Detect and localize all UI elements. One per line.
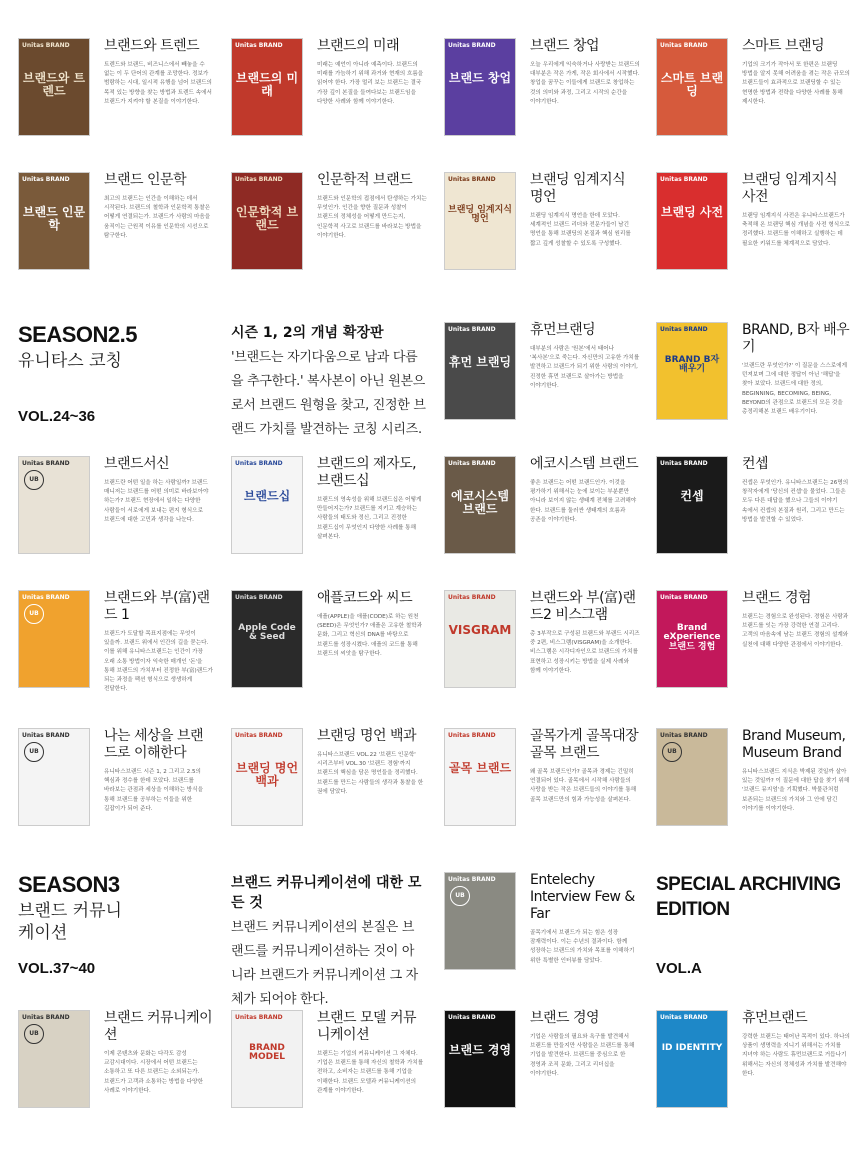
book-card[interactable] bbox=[231, 172, 431, 302]
book-info bbox=[317, 456, 427, 542]
book-title[interactable]: 브랜드와 트렌드 bbox=[104, 38, 200, 54]
book-info bbox=[742, 456, 852, 525]
book-cover[interactable] bbox=[444, 728, 516, 826]
cover-title: 휴먼 브랜딩 bbox=[448, 355, 512, 369]
book-description: 미래는 예언이 아니라 예측이다. 브랜드의 미래를 가늠하기 위해 과거와 현재의 흐름을 읽어야 한다. 가장 멀리 보는 브랜드는 결국 가장 깊이 본질을 들여다보는 브랜드임을 다양한 사례와 함께 이야기한다. bbox=[317, 62, 424, 105]
book-title[interactable]: BRAND, B자 배우기 bbox=[742, 322, 850, 355]
cover-title: 브랜딩 사전 bbox=[660, 205, 724, 219]
book-title[interactable]: 브랜드 창업 bbox=[530, 38, 600, 54]
book-description: 기업은 사람들의 필요와 욕구를 발견해서 브랜드를 만들지만 사람들은 브랜드를 통해 기업을 발견한다. 브랜드를 중심으로 한 경영과 조직 문화, 그리고 리더십을 이야기한다. bbox=[530, 1034, 635, 1077]
ub-logo-icon: UB bbox=[24, 470, 44, 490]
book-info bbox=[317, 38, 427, 107]
book-card[interactable] bbox=[444, 872, 644, 1002]
book-card[interactable] bbox=[231, 590, 431, 720]
cover-brand-label: Unitas BRAND bbox=[22, 594, 70, 601]
concept-heading: 브랜드 커뮤니케이션에 대한 모든 것 bbox=[231, 875, 422, 911]
special-title: SPECIAL ARCHIVING EDITION bbox=[656, 874, 841, 920]
cover-title: 브랜드 인문학 bbox=[22, 205, 86, 232]
cover-brand-label: Unitas BRAND bbox=[448, 326, 496, 333]
cover-brand-label: Unitas BRAND bbox=[660, 42, 708, 49]
book-info bbox=[530, 38, 640, 107]
book-title[interactable]: 휴먼브랜드 bbox=[742, 1010, 808, 1026]
book-cover[interactable] bbox=[231, 456, 303, 554]
special-volume: VOL.A bbox=[656, 960, 702, 977]
cover-brand-label: Unitas BRAND bbox=[22, 176, 70, 183]
cover-title: 컨셉 bbox=[680, 489, 704, 503]
book-title[interactable]: 브랜드의 제자도, 브랜드십 bbox=[317, 456, 417, 489]
book-description: 브랜딩 임계지식 명언을 한데 모았다. 세계적인 브랜드 리더와 전문가들이 남긴 명언을 통해 브랜딩의 본질과 핵심 원리를 짧고 깊게 성찰할 수 있도록 구성했다. bbox=[530, 213, 631, 247]
book-cover[interactable] bbox=[656, 1010, 728, 1108]
cover-brand-label: Unitas BRAND bbox=[22, 1014, 70, 1021]
cover-brand-label: Unitas BRAND bbox=[235, 460, 283, 467]
season-title: SEASON3 bbox=[18, 872, 120, 897]
book-card[interactable] bbox=[444, 728, 644, 858]
book-card[interactable] bbox=[656, 1010, 856, 1140]
book-info bbox=[317, 1010, 427, 1096]
book-info bbox=[317, 172, 427, 241]
book-cover[interactable] bbox=[231, 1010, 303, 1108]
book-description: '브랜드란 무엇인가?' 이 질문을 스스로에게 던져보며 그에 대한 정답이 아닌 '해답'을 찾아 보았다. 브랜드에 대한 정의, BEGINNING, BECOMING, BEING, BEYOND의 관점으로 브랜드의 모든 것을 총정리해본 브랜드 배우기이다. bbox=[742, 363, 848, 416]
book-title[interactable]: Brand Museum, Museum Brand bbox=[742, 728, 846, 761]
cover-brand-label: Unitas BRAND bbox=[660, 460, 708, 467]
book-description: 이제 콘텐츠와 문화는 다각도 감성 교감시대이다. 시장에서 어떤 브랜드는 소통하고 또 다른 브랜드는 소외되는가. 브랜드가 고객과 소통하는 방법을 다양한 사례로 이야기한다. bbox=[104, 1051, 203, 1094]
cover-brand-label: Unitas BRAND bbox=[660, 326, 708, 333]
book-title[interactable]: 브랜드 인문학 bbox=[104, 172, 187, 188]
book-info bbox=[530, 728, 640, 805]
cover-brand-label: Unitas BRAND bbox=[235, 176, 283, 183]
book-description: 기업의 크기가 작아서 또 한편은 브랜딩 방법을 알지 못해 어려움을 겪는 작은 규모의 브랜드들이 효과적으로 브랜딩할 수 있는 현명한 방법과 전략을 다양한 사례를 통해 제시한다. bbox=[742, 62, 850, 105]
book-description: 브랜드가 도달할 목표지점에는 무엇이 있을까. 브랜드 위에서 인간의 길을 묻는다. 이를 위해 유니타스브랜드는 인간이 가장 오래 소통 방법이자 익숙한 매개인 '돈'을 통해 브랜드의 가치부터 진정한 부(富)랜드가 되는 과정을 팩션 형식으로 생생하게 전달한다. bbox=[104, 631, 213, 693]
book-card[interactable] bbox=[656, 322, 856, 452]
book-title[interactable]: 브랜딩 임계지식 명언 bbox=[530, 172, 626, 205]
cover-title: BRAND MODEL bbox=[249, 1043, 285, 1063]
cover-title: 브랜딩 명언 백과 bbox=[235, 761, 299, 788]
book-description: 총 3부작으로 구성된 브랜드와 부랜드 시리즈 중 2편, 비스그램(VISGRAM)을 소개한다. 비스그램은 시각디자인으로 브랜드의 가치를 표현하고 성장시키는 방법을 실제 사례와 함께 이야기한다. bbox=[530, 631, 640, 674]
book-title[interactable]: 나는 세상을 브랜드로 이해한다 bbox=[104, 728, 204, 761]
cover-title: Brand eXperience 브랜드 경험 bbox=[663, 623, 721, 652]
cover-brand-label: Unitas BRAND bbox=[448, 42, 496, 49]
book-title[interactable]: 골목가게 골목대장 골목 브랜드 bbox=[530, 728, 639, 761]
book-card[interactable] bbox=[18, 456, 218, 586]
book-info bbox=[104, 456, 214, 525]
cover-title: 브랜드십 bbox=[243, 489, 291, 503]
book-card[interactable] bbox=[231, 38, 431, 168]
book-cover[interactable] bbox=[656, 322, 728, 420]
ub-logo-icon: UB bbox=[24, 742, 44, 762]
book-cover[interactable] bbox=[444, 590, 516, 688]
book-description: 브랜드는 기업의 커뮤니케이션 그 자체다. 기업은 브랜드를 통해 자신의 철학과 가치를 전하고, 소비자는 브랜드를 통해 기업을 이해한다. 브랜드 모델과 커뮤니케이션의 관계를 이야기한다. bbox=[317, 1051, 424, 1094]
book-title[interactable]: 애플코드와 씨드 bbox=[317, 590, 413, 606]
book-cover[interactable] bbox=[444, 872, 516, 970]
book-description: 왜 골목 브랜드인가? 골목과 경제는 긴밀히 연결되어 있다. 골목에서 시작해 사람들의 사랑을 받는 작은 브랜드들의 이야기를 통해 골목 브랜드만의 힘과 가능성을 살펴본다. bbox=[530, 769, 637, 803]
book-card[interactable] bbox=[18, 1010, 218, 1140]
book-card[interactable] bbox=[444, 1010, 644, 1140]
cover-brand-label: Unitas BRAND bbox=[22, 460, 70, 467]
book-cover[interactable] bbox=[18, 590, 90, 688]
book-card[interactable] bbox=[444, 322, 644, 452]
book-card[interactable] bbox=[656, 590, 856, 720]
cover-title: 브랜딩 임계지식 명언 bbox=[448, 205, 512, 225]
ub-logo-icon: UB bbox=[662, 742, 682, 762]
season-2-5-label bbox=[18, 322, 208, 432]
book-cover[interactable] bbox=[18, 728, 90, 826]
book-description: 브랜드란 어떤 일을 하는 사람일까? 브랜드 매니저는 브랜드를 어떤 의미로 바라보아야 하는가? 브랜드 현장에서 일하는 다양한 사람들이 서로에게 보내는 편지 형식으로 브랜드에 대한 고민과 생각을 나눈다. bbox=[104, 480, 209, 523]
book-info bbox=[742, 322, 852, 417]
cover-title: VISGRAM bbox=[448, 623, 512, 637]
book-cover[interactable] bbox=[444, 38, 516, 136]
book-title[interactable]: 브랜드의 미래 bbox=[317, 38, 400, 54]
cover-title: 브랜드 경영 bbox=[448, 1043, 512, 1057]
cover-brand-label: Unitas BRAND bbox=[448, 1014, 496, 1021]
book-description: 브랜드는 경험으로 완성된다. 경험은 사람과 브랜드를 잇는 가장 강력한 연결 고리다. 고객의 마음속에 남는 브랜드 경험의 설계와 실천에 대해 다양한 관점에서 이야기한다. bbox=[742, 614, 849, 648]
book-title[interactable]: 브랜드 모델 커뮤니케이션 bbox=[317, 1010, 417, 1043]
book-cover[interactable] bbox=[444, 172, 516, 270]
book-card[interactable] bbox=[656, 728, 856, 858]
book-info bbox=[104, 1010, 214, 1096]
cover-brand-label: Unitas BRAND bbox=[448, 876, 496, 883]
special-edition-label bbox=[656, 872, 856, 982]
cover-title: ID IDENTITY bbox=[661, 1043, 723, 1053]
season-subtitle: 브랜드 커뮤니케이션 bbox=[18, 901, 122, 943]
book-description: 유니타스브랜드 VOL.22 '브랜드 인문학' 시리즈부터 VOL.30 '브랜드 경험'까지 브랜드의 핵심을 담은 명언들을 정리했다. 브랜드를 만드는 사람들의 생각과 통찰을 한 권에 담았다. bbox=[317, 752, 424, 795]
book-info bbox=[104, 172, 214, 241]
book-info bbox=[104, 728, 214, 814]
book-cover[interactable] bbox=[656, 456, 728, 554]
book-description: 컨셉은 무엇인가. 유니타스브랜드는 26명의 창작자에게 '당신의 컨셉'을 물었다. 그들은 모두 다른 대답을 했으나 그들의 이야기 속에서 컨셉의 본질과 원리, 그리고 만드는 방법을 발견할 수 있었다. bbox=[742, 480, 849, 523]
book-info bbox=[742, 590, 852, 650]
book-card[interactable] bbox=[231, 728, 431, 858]
book-cover[interactable] bbox=[18, 1010, 90, 1108]
cover-brand-label: Unitas BRAND bbox=[235, 594, 283, 601]
book-card[interactable] bbox=[444, 456, 644, 586]
book-title[interactable]: 브랜드 경험 bbox=[742, 590, 812, 606]
book-cover[interactable] bbox=[231, 38, 303, 136]
ub-logo-icon: UB bbox=[24, 1024, 44, 1044]
book-title[interactable]: 에코시스템 브랜드 bbox=[530, 456, 639, 472]
book-title[interactable]: 브랜드와 부(富)랜드2 비스그램 bbox=[530, 590, 636, 623]
cover-brand-label: Unitas BRAND bbox=[660, 176, 708, 183]
concept-body: 브랜드 커뮤니케이션의 본질은 브랜드를 커뮤니케이션하는 것이 아니라 브랜드가 커뮤니케이션 그 자체가 되어야 한다. bbox=[231, 920, 418, 1007]
ub-logo-icon: UB bbox=[450, 886, 470, 906]
book-cover[interactable] bbox=[18, 172, 90, 270]
book-cover[interactable] bbox=[656, 590, 728, 688]
book-card[interactable] bbox=[231, 456, 431, 586]
book-title[interactable]: 컨셉 bbox=[742, 456, 769, 472]
book-title[interactable]: 스마트 브랜딩 bbox=[742, 38, 825, 54]
book-card[interactable] bbox=[656, 38, 856, 168]
book-info bbox=[742, 728, 852, 814]
book-info bbox=[530, 1010, 640, 1079]
cover-brand-label: Unitas BRAND bbox=[660, 1014, 708, 1021]
cover-brand-label: Unitas BRAND bbox=[448, 460, 496, 467]
cover-title: 브랜드와 트렌드 bbox=[22, 71, 86, 98]
book-cover[interactable] bbox=[656, 38, 728, 136]
cover-title: Apple Code & Seed bbox=[238, 623, 296, 643]
book-card[interactable] bbox=[18, 38, 218, 168]
book-title[interactable]: 브랜딩 명언 백과 bbox=[317, 728, 417, 744]
book-card[interactable] bbox=[656, 456, 856, 586]
book-cover[interactable] bbox=[18, 456, 90, 554]
book-description: 강력한 브랜드는 태어난 목적이 있다. 하나의 상품이 생명력을 지니기 위해서는 가치를 지녀야 하는 사람도 휴먼브랜드로 거듭나기 위해서는 자신의 정체성과 가치를 발견해야 한다. bbox=[742, 1034, 850, 1077]
book-cover[interactable] bbox=[444, 322, 516, 420]
book-info bbox=[742, 172, 852, 249]
season-3-concept bbox=[231, 872, 426, 1012]
concept-body: '브랜드는 자기다움으로 남과 다름을 추구한다.' 복사본이 아닌 원본으로서 브랜드 원형을 찾고, 진정한 브랜드 가치를 발견하는 코칭 시리즈. bbox=[231, 350, 426, 437]
book-cover[interactable] bbox=[231, 172, 303, 270]
book-description: 유니타스브랜드 지식은 박제된 것일까 살아 있는 것일까? 이 질문에 대한 답을 찾기 위해 '브랜드 뮤지엄'을 기획했다. 박물관처럼 보존되는 브랜드의 가치와 그 안에 담긴 이야기를 이야기한다. bbox=[742, 769, 850, 812]
book-title[interactable]: 브랜딩 임계지식 사전 bbox=[742, 172, 838, 205]
season-volume-range: VOL.37~40 bbox=[18, 960, 96, 977]
cover-brand-label: Unitas BRAND bbox=[235, 732, 283, 739]
book-info bbox=[530, 322, 640, 391]
book-title[interactable]: 브랜드 커뮤니케이션 bbox=[104, 1010, 213, 1043]
cover-brand-label: Unitas BRAND bbox=[22, 732, 70, 739]
season-3-label bbox=[18, 872, 208, 982]
season-title: SEASON2.5 bbox=[18, 322, 137, 347]
book-card[interactable] bbox=[444, 172, 644, 302]
cover-title: 브랜드의 미래 bbox=[235, 71, 299, 98]
book-cover[interactable] bbox=[18, 38, 90, 136]
cover-brand-label: Unitas BRAND bbox=[448, 176, 496, 183]
book-title[interactable]: 브랜드와 부(富)랜드 1 bbox=[104, 590, 210, 623]
cover-brand-label: Unitas BRAND bbox=[22, 42, 70, 49]
cover-brand-label: Unitas BRAND bbox=[235, 42, 283, 49]
book-cover[interactable] bbox=[231, 728, 303, 826]
book-description: 최고의 브랜드는 인간을 이해하는 데서 시작된다. 브랜드의 철학과 인문학적 통찰은 어떻게 연결되는가. 브랜드가 사람의 마음을 움직이는 근원적 이유를 인문학의 시선으로 탐구한다. bbox=[104, 196, 211, 239]
book-cover[interactable] bbox=[231, 590, 303, 688]
book-description: 브랜드의 영속성을 위해 브랜드십은 어떻게 만들어지는가? 브랜드를 지키고 계승하는 사람들의 태도와 정신, 그리고 진정한 브랜드십이 무엇인지 다양한 사례를 통해 살펴본다. bbox=[317, 497, 422, 540]
book-card[interactable] bbox=[231, 1010, 431, 1140]
book-card[interactable] bbox=[444, 590, 644, 720]
book-cover[interactable] bbox=[444, 456, 516, 554]
season-volume-range: VOL.24~36 bbox=[18, 408, 96, 425]
book-info bbox=[530, 590, 640, 676]
book-info bbox=[104, 38, 214, 107]
book-title[interactable]: 브랜드 경영 bbox=[530, 1010, 600, 1026]
cover-title: 인문학적 브랜드 bbox=[235, 205, 299, 232]
book-description: 좋은 브랜드는 어떤 브랜드인가. 이것을 평가하기 위해서는 눈에 보이는 부분뿐만 아니라 보이지 않는 생태계 전체를 고려해야 한다. 브랜드를 둘러싼 생태계의 흐름과 공존을 이야기한다. bbox=[530, 480, 637, 523]
cover-title: 골목 브랜드 bbox=[448, 761, 512, 775]
book-description: 브랜딩 임계지식 사전은 유니타스브랜드가 축적해 온 브랜딩 핵심 개념을 사전 형식으로 정리했다. 브랜드를 이해하고 실행하는 데 필요한 키워드를 체계적으로 담았다. bbox=[742, 213, 850, 247]
book-card[interactable] bbox=[18, 172, 218, 302]
ub-logo-icon: UB bbox=[24, 604, 44, 624]
book-title[interactable]: 인문학적 브랜드 bbox=[317, 172, 413, 188]
book-card[interactable] bbox=[18, 590, 218, 720]
season-subtitle: 유니타스 코칭 bbox=[18, 351, 122, 371]
book-cover[interactable] bbox=[656, 728, 728, 826]
book-title[interactable]: 브랜드서신 bbox=[104, 456, 170, 472]
book-title[interactable]: 휴먼브랜딩 bbox=[530, 322, 596, 338]
book-description: 브랜드와 인문학의 접점에서 탄생하는 가치는 무엇인가. 인간을 향한 질문과 성찰이 브랜드의 정체성을 어떻게 만드는지, 인문학적 사고로 브랜드를 바라보는 방법을 이야기한다. bbox=[317, 196, 427, 239]
book-card[interactable] bbox=[444, 38, 644, 168]
book-info bbox=[530, 456, 640, 525]
book-info bbox=[742, 38, 852, 107]
book-title[interactable]: Entelechy Interview Few & Far bbox=[530, 872, 635, 922]
concept-heading: 시즌 1, 2의 개념 확장판 bbox=[231, 325, 384, 341]
book-card[interactable] bbox=[656, 172, 856, 302]
cover-brand-label: Unitas BRAND bbox=[235, 1014, 283, 1021]
book-info bbox=[317, 728, 427, 797]
book-info bbox=[742, 1010, 852, 1079]
book-description: 대부분의 사람은 '원본'에서 태어나 '복사본'으로 죽는다. 자신만의 고유한 가치를 발견하고 브랜드가 되기 위한 사람의 이야기, 진정한 휴먼 브랜드로 살아가는 방법을 이야기한다. bbox=[530, 346, 640, 389]
book-description: 트렌드와 브랜드, 비즈니스에서 빼놓을 수 없는 이 두 단어의 관계를 조망한다. 정보가 범람하는 시대, 일시적 유행을 넘어 브랜드의 목적 있는 방향을 찾는 방법과 트렌드 속에서 브랜드가 지켜야 할 본질을 이야기한다. bbox=[104, 62, 212, 105]
book-description: 애플(APPLE)을 애플(CODE)로 하는 원천(SEED)은 무엇인가? 애플은 고유한 철학과 문화, 그리고 혁신의 DNA를 바탕으로 브랜드를 성장시켰다. 애플의 코드를 통해 브랜드의 씨앗을 탐구한다. bbox=[317, 614, 423, 657]
cover-title: BRAND B자 배우기 bbox=[664, 355, 720, 375]
book-description: 유니타스브랜드 시즌 1, 2 그리고 2.5의 핵심과 정수를 한데 모았다. 브랜드를 바라보는 관점과 세상을 이해하는 방식을 통해 브랜드를 공부하는 이들을 위한 길잡이가 되어 준다. bbox=[104, 769, 203, 812]
cover-brand-label: Unitas BRAND bbox=[448, 732, 496, 739]
cover-brand-label: Unitas BRAND bbox=[660, 732, 708, 739]
cover-brand-label: Unitas BRAND bbox=[660, 594, 708, 601]
book-info bbox=[317, 590, 427, 659]
cover-title: 스마트 브랜딩 bbox=[660, 71, 724, 98]
book-info bbox=[530, 872, 640, 966]
book-info bbox=[104, 590, 214, 694]
cover-title: 에코시스템 브랜드 bbox=[451, 489, 509, 516]
season-2-5-concept bbox=[231, 322, 426, 442]
book-cover[interactable] bbox=[656, 172, 728, 270]
cover-brand-label: Unitas BRAND bbox=[448, 594, 496, 601]
book-description: 골목기에서 브랜드가 되는 힘은 성장 잠재력이다. 이는 수년의 결과이다. 함께 성장하는 브랜드의 가치와 목표를 이해하기 위한 특별한 인터뷰를 담았다. bbox=[530, 930, 635, 964]
cover-title: 브랜드 창업 bbox=[448, 71, 512, 85]
book-description: 오늘 우리에게 익숙하거나 사랑받는 브랜드의 대부분은 작은 가게, 작은 회사에서 시작했다. 창업을 꿈꾸는 이들에게 브랜드로 창업하는 것의 의미와 과정, 그리고 시작의 순간을 이야기한다. bbox=[530, 62, 640, 105]
book-info bbox=[530, 172, 640, 249]
book-cover[interactable] bbox=[444, 1010, 516, 1108]
book-card[interactable] bbox=[18, 728, 218, 858]
